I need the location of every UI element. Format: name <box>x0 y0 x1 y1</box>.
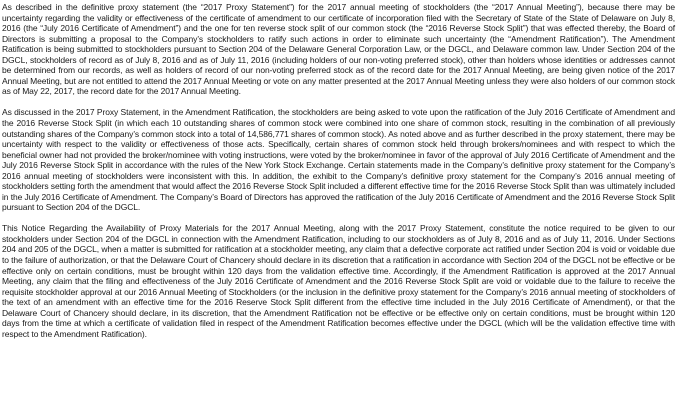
paragraph-section-204-notice: This Notice Regarding the Availability of Proxy Materials for the 2017 Annual Meeting, along with the 2017 Proxy Statement, constitute the notice required to be given to our stockholders under Section 204 of the DGCL in connection with the Amendment Ratification, including to our stockholders as of July 8, 2016 and as of July 11, 2016. Under Sections 204 and 205 of the DGCL, when a matter is submitted for ratification at a stockholder meeting, any claim that a defective corporate act ratified under Section 204 is void or voidable due to the failure of authorization, or that the Delaware Court of Chancery should declare in its discretion that a ratification in accordance with Section 204 of the DGCL not be effective or be effective only on certain conditions, must be brought within 120 days from the validation effective time. Accordingly, if the Amendment Ratification is approved at the 2017 Annual Meeting, any claim that the filing and effectiveness of the July 2016 Certificate of Amendment and the 2016 Reverse Stock Split are void or voidable due to the failure to receive the requisite stockholder approval at our 2016 Annual Meeting of Stockholders (or the inclusion in the definitive proxy statement for the Company’s 2016 annual meeting of stockholders of the text of an amendment with an effective time for the 2016 Reserve Stock Split different from the effective time included in the July 2016 Certificate of Amendment), or that the Delaware Court of Chancery should declare, in its discretion, that the Amendment Ratification not be effective or be effective only on certain conditions, must be brought within 120 days from the time at which a certificate of validation filed in respect of the Amendment Ratification becomes effective under the DGCL (which will be the validation effective time with respect to the Amendment Ratification). <box>2 223 675 339</box>
paragraph-amendment-ratification-details: As discussed in the 2017 Proxy Statement, in the Amendment Ratification, the stockholders are being asked to vote upon the ratification of the July 2016 Certificate of Amendment and the 2016 Reverse Stock Split (in which each 10 outstanding shares of common stock were combined into one share of common stock, resulting in the combination of all previously outstanding shares of the Company’s common stock into a total of 14,586,771 shares of common stock). As noted above and as further described in the proxy statement, there may be uncertainty with respect to the validity or effectiveness of those acts. Specifically, certain shares of common stock held through brokers/nominees and with respect to which the beneficial owner had not provided the broker/nominee with voting instructions, were voted by the broker/nominee in favor of the approval of July 2016 Certificate of Amendment and the July 2016 Reverse Stock Split in accordance with the rules of the New York Stock Exchange. Certain statements made in the Company’s definitive proxy statement for the Company’s 2016 annual meeting of stockholders were inconsistent with this. In addition, the exhibit to the Company’s definitive proxy statement for the Company’s 2016 annual meeting of stockholders setting forth the amendment that would affect the 2016 Reverse Stock Split included a different effective time for the 2016 Reverse Stock Split than was ultimately included in the July 2016 Certificate of Amendment. The Company’s Board of Directors has approved the ratification of the July 2016 Certificate of Amendment and the 2016 Reverse Stock Split pursuant to Section 204 of the DGCL. <box>2 107 675 213</box>
paragraph-proxy-statement-background: As described in the definitive proxy statement (the “2017 Proxy Statement”) for the 2017 annual meeting of stockholders (the “2017 Annual Meeting”), because there may be uncertainty regarding the validity or effectiveness of the certificate of amendment to our certificate of incorporation filed with the Secretary of State of the State of Delaware on July 8, 2016 (the “July 2016 Certificate of Amendment”) and the one for ten reverse stock split of our common stock (the “2016 Reverse Stock Split”) that was effected thereby, the Board of Directors is submitting a proposal to the Company’s stockholders to ratify such actions in order to eliminate such uncertainty (the “Amendment Ratification”). The Amendment Ratification is being submitted to stockholders pursuant to Section 204 of the Delaware General Corporation Law, or the DGCL, and Delaware common law. Under Section 204 of the DGCL, stockholders of record as of July 8, 2016 and as of July 11, 2016 (including holders of our non-voting preferred stock), other than holders whose identities or addresses cannot be determined from our records, as well as holders of record of our non-voting preferred stock as of the record date for the 2017 Annual Meeting, are being given notice of the 2017 Annual Meeting, but are not entitled to attend the 2017 Annual Meeting or vote on any matter presented at the 2017 Annual Meeting unless they were also holders of our common stock as of May 22, 2017, the record date for the 2017 Annual Meeting. <box>2 2 675 97</box>
